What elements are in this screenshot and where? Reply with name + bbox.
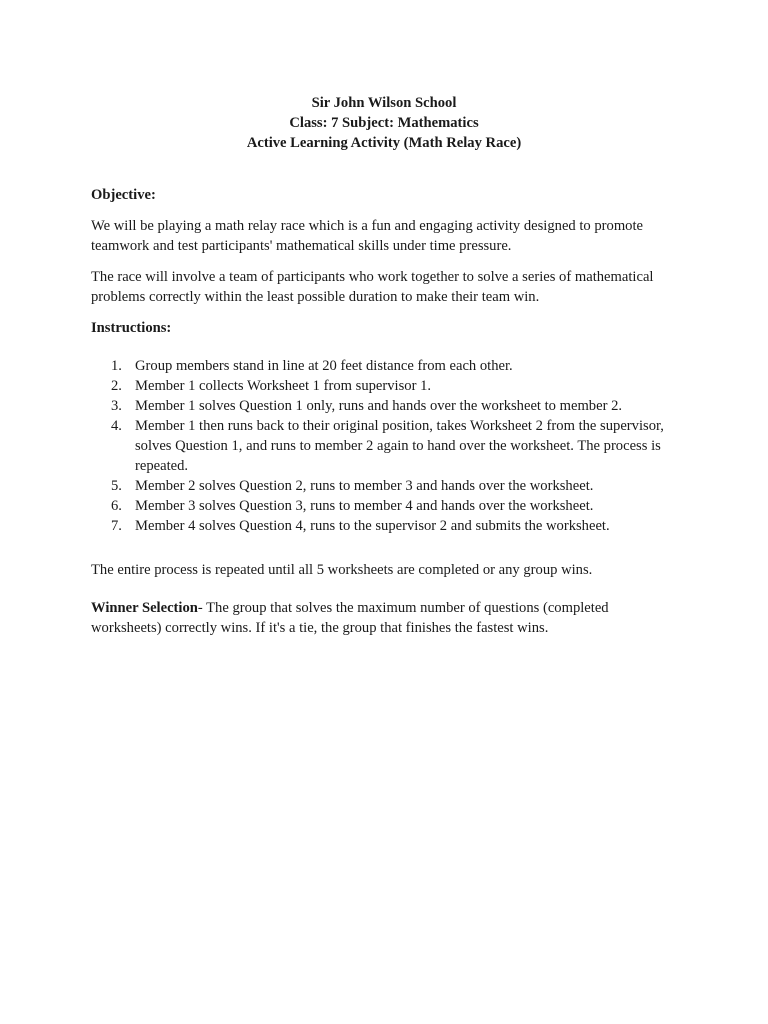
winner-block (91, 598, 651, 638)
winner-label: Winner Selection (91, 600, 198, 616)
class-subject: Class: 7 Subject: Mathematics (289, 115, 479, 131)
list-item: 6. Member 3 solves Question 3, runs to member 4 and hands over the worksheet. (111, 498, 594, 514)
list-item: 7. Member 4 solves Question 4, runs to the supervisor 2 and submits the worksheet. (111, 518, 610, 534)
instructions-list (91, 356, 671, 536)
list-item: 1. Group members stand in line at 20 feet distance from each other. (111, 358, 513, 374)
list-item: 3. Member 1 solves Question 1 only, runs and hands over the worksheet to member 2. (111, 398, 623, 414)
objective-heading: Objective: (91, 187, 156, 203)
list-item: 4. Member 1 then runs back to their original position, takes Worksheet 2 from the supervisor, solves Question 1, and runs to member 2 again to hand over the worksheet. The process is repeated. (111, 418, 664, 474)
objective-paragraph-1: We will be playing a math relay race which is a fun and engaging activity designed to promote teamwork and test participants' mathematical skills under time pressure. (91, 218, 643, 254)
repeat-note: The entire process is repeated until all 5 worksheets are completed or any group wins. (91, 562, 593, 578)
activity-title: Active Learning Activity (Math Relay Race) (246, 135, 522, 151)
winner-text: - The group that solves the maximum number of questions (completed worksheets) correctly wins. If it's a tie, the group that finishes the fastest wins. (91, 600, 609, 636)
instructions-heading: Instructions: (91, 320, 172, 336)
objective-heading-block (91, 185, 691, 205)
winner-paragraph (91, 598, 651, 638)
school-name: Sir John Wilson School (311, 95, 457, 111)
objective-para-1-block (91, 216, 681, 256)
list-item: 5. Member 2 solves Question 2, runs to member 3 and hands over the worksheet. (111, 478, 594, 494)
repeat-note-block (91, 560, 691, 580)
objective-paragraph-2: The race will involve a team of participants who work together to solve a series of mathematical problems correctly within the least possible duration to make their team win. (91, 269, 654, 305)
objective-para-2-block (91, 267, 691, 307)
list-item: 2. Member 1 collects Worksheet 1 from supervisor 1. (111, 378, 432, 394)
document-header (0, 93, 768, 153)
instructions-heading-block (91, 318, 691, 338)
instructions-list-block (91, 356, 671, 536)
